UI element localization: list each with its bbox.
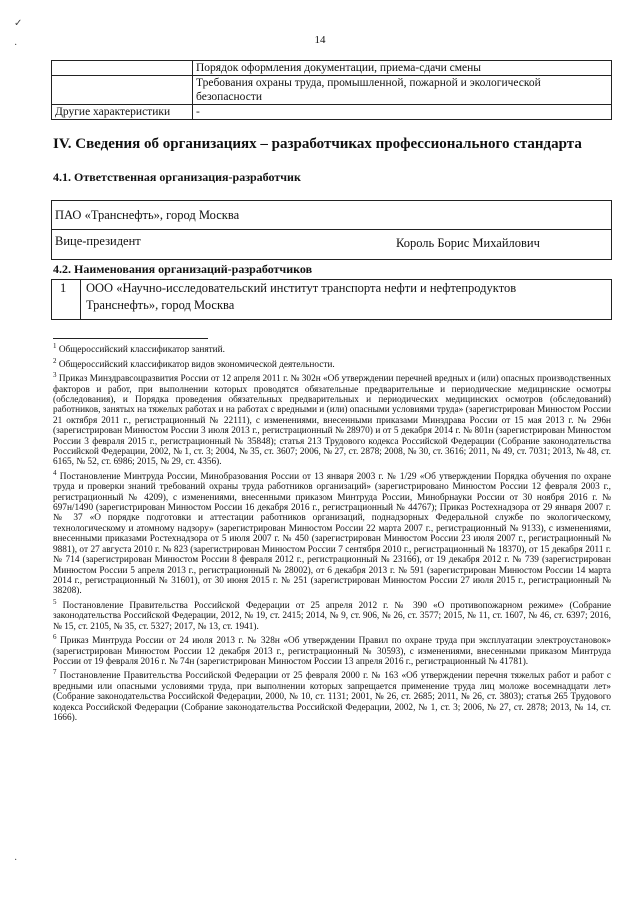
footnote: $^3$ Приказ Минздравсоцразвития России от 12 апреля 2011 г. № 302н «Об утверждении перечней вредных и (или) опасных производственных факторов и работ, при выполнении которых проводятся обязательные предварительные и периодические медицинские осмотры (обследования), и Порядка проведения обязательных предварительных и периодических медицинских осмотров (обследований) работников, занятых на тяжелых работах и на работах с вредными и (или) опасными условиями труда» (зарегистрирован Минюстом России 21 октября 2011 г., регистрационный № 22111), с изменениями, внесенными приказами Минздрава России от 15 мая 2013 г. № 296н (зарегистрирован Минюстом России 3 июля 2013 г., регистрационный № 28970) и от 5 декабря 2014 г. № 801н (зарегистрирован Минюстом России 3 февраля 2015 г., регистрационный № 35848); статья 213 Трудового кодекса Российской Федерации (Собрание законодательства Российской Федерации, 2002, № 1, ст. 3; 2004, № 35, ст. 3607; 2006, № 27, ст. 2878; 2008, № 30, ст. 3616; 2011, № 49, ст. 7031; 2013, № 48, ст. 6165, № 52, ст. 6986; 2015, № 29, ст. 4356). xyxy=(53,371,612,468)
footnote: $^6$ Приказ Минтруда России от 24 июля 2013 г. № 328н «Об утверждении Правил по охране труда при эксплуатации электроустановок» (зарегистрирован Минюстом России 12 декабря 2013 г., регистрационный № 30593), с изменениями, внесенными приказом Минтруда России от 19 февраля 2016 г. № 74н (зарегистрирован Минюстом России 13 апреля 2016 г., регистрационный № 41781). xyxy=(53,633,611,667)
subsection-title-4-2: 4.2. Наименования организаций-разработчиков xyxy=(53,262,313,276)
scan-mark: ✓ xyxy=(14,18,23,29)
table-cell-right: - xyxy=(193,105,612,120)
footnote: $^2$ Общероссийский классификатор видов экономической деятельности. xyxy=(53,356,335,370)
table-row xyxy=(52,105,612,120)
organization-line-2: Транснефть», город Москва xyxy=(86,298,235,312)
page-number: 14 xyxy=(314,34,326,46)
footnote: $^4$ Постановление Минтруда России, Минобразования России от 13 января 2003 г. № 1/29 «Об утверждении Порядка обучения по охране труда и проверки знаний требований охраны труда работников организаций» (зарегистрировано Минюстом России 12 февраля 2003 г., регистрационный № 4209), с изменениями, внесенными приказом Минтруда России, Минобрнауки России от 30 ноября 2016 г. № 697н/1490 (зарегистрирован Минюстом России 16 декабря 2016 г., регистрационный № 44767); Приказ Ростехнадзора от 29 января 2007 г. № 37 «О порядке подготовки и аттестации работников организаций, поднадзорных Федеральной службе по экологическому, технологическому и атомному надзору» (зарегистрирован Минюстом России 22 марта 2007 г., регистрационный № 9133), с изменениями, внесенными приказами Ростехнадзора от 5 июля 2007 г. № 450 (зарегистрирован Минюстом России 23 июля 2007 г., регистрационный № 9881), от 27 августа 2010 г. № 823 (зарегистрирован Минюстом России 7 сентября 2010 г., регистрационный № 18370), от 15 декабря 2011 г. № 714 (зарегистрирован Минюстом России 8 февраля 2012 г., регистрационный № 23166), от 19 декабря 2012 г. № 739 (зарегистрирован Минюстом России 5 апреля 2013 г., регистрационный № 28002), от 6 декабря 2013 г. № 591 (зарегистрирован Минюстом России 14 марта 2014 г., регистрационный № 31601), от 30 июня 2015 г. № 251 (зарегистрирован Минюстом России 27 июля 2015 г., регистрационный № 38208). xyxy=(53,468,611,597)
footnotes xyxy=(53,341,611,723)
position-title: Вице-президент xyxy=(55,234,141,248)
organization-name: ПАО «Транснефть», город Москва xyxy=(55,208,240,222)
divider xyxy=(80,279,81,319)
table-cell-left xyxy=(52,76,193,105)
table-cell-right: Порядок оформления документации, приема-сдачи смены xyxy=(193,61,612,76)
characteristics-table xyxy=(51,60,612,120)
person-name: Король Борис Михайлович xyxy=(396,236,540,250)
footnote: $^5$ Постановление Правительства Российской Федерации от 25 апреля 2012 г. № 390 «О противопожарном режиме» (Собрание законодательства Российской Федерации, 2012, № 19, ст. 2415; 2014, № 9, ст. 906, № 26, ст. 3577; 2015, № 11, ст. 1607, № 46, ст. 6397; 2016, № 15, ст. 2105, № 35, ст. 5327; 2017, № 13, ст. 1941). xyxy=(53,597,611,632)
footnote: $^7$ Постановление Правительства Российской Федерации от 25 февраля 2000 г. № 163 «Об утверждении перечня тяжелых работ и работ с вредными или опасными условиями труда, при выполнении которых запрещается применение труда лиц моложе восемнадцати лет» (Собрание законодательства Российской Федерации, 2000, № 10, ст. 1131; 2001, № 26, ст. 2685; 2011, № 26, ст. 3803); статья 265 Трудового кодекса Российской Федерации (Собрание законодательства Российской Федерации, 2002, № 1, ст. 3; 2006, № 27, ст. 2878; 2013, № 14, ст. 1666). xyxy=(53,668,611,724)
table-row xyxy=(52,61,612,76)
list-item-number: 1 xyxy=(60,281,67,295)
scan-mark: · xyxy=(14,855,18,866)
footnote: $^1$ Общероссийский классификатор занятий. xyxy=(53,342,225,356)
section-title: IV. Сведения об организациях – разработчиках профессионального стандарта xyxy=(53,136,582,152)
table-cell-left: Другие характеристики xyxy=(52,105,193,120)
table-cell-right: Требования охраны труда, промышленной, пожарной и экологической безопасности xyxy=(193,76,612,105)
scan-mark: · xyxy=(14,40,18,51)
organization-line-1: ООО «Научно-исследовательский институт транспорта нефти и нефтепродуктов xyxy=(86,281,517,295)
footnote-separator xyxy=(53,338,208,339)
table-row xyxy=(52,76,612,105)
subsection-title-4-1: 4.1. Ответственная организация-разработчик xyxy=(53,170,301,184)
divider xyxy=(51,229,611,230)
table-cell-left xyxy=(52,61,193,76)
